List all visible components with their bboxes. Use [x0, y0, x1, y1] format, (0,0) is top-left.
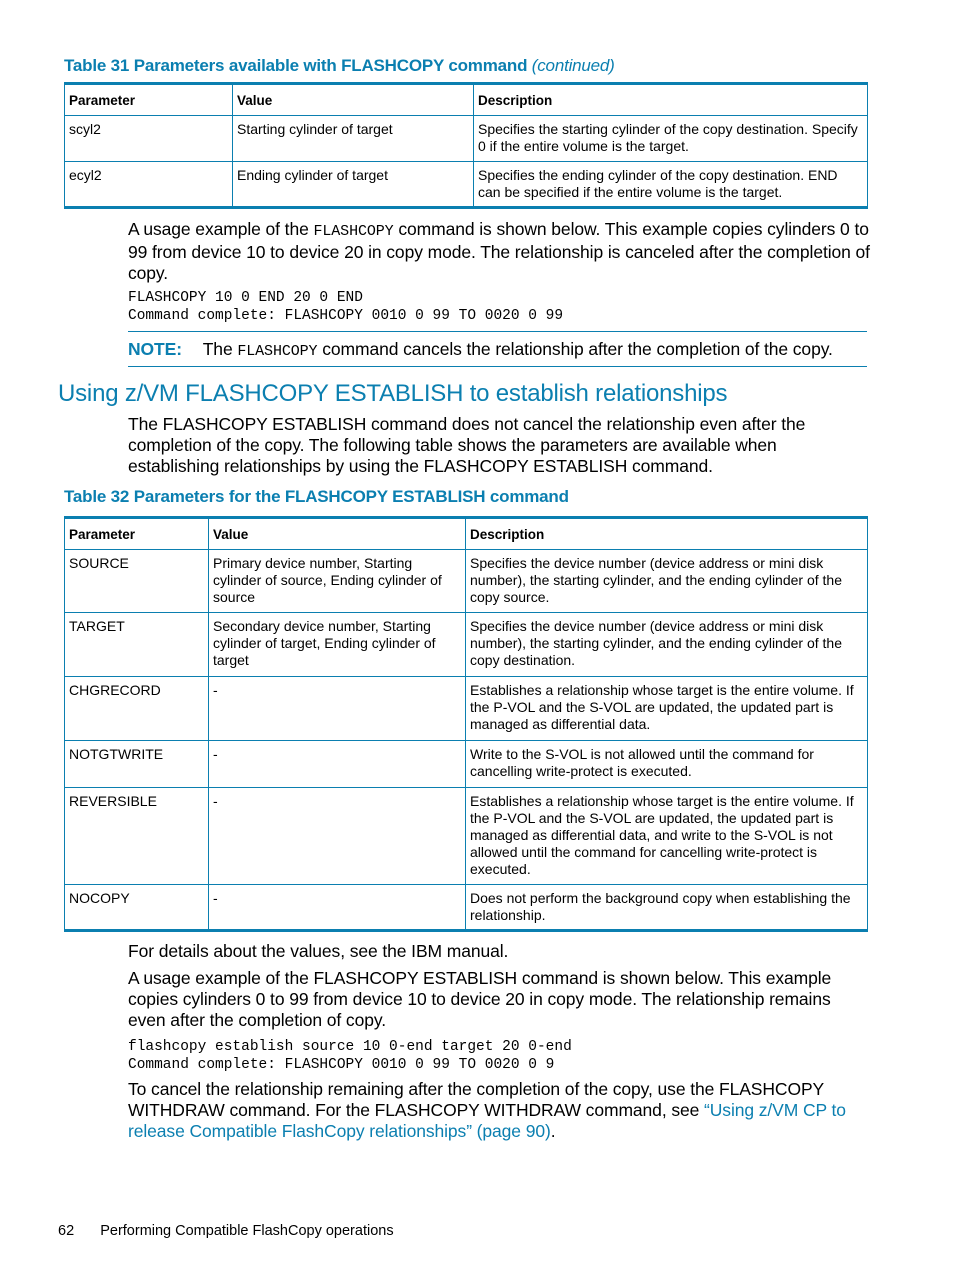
- note-top-rule: [128, 331, 867, 332]
- table-cell: Specifies the device number (device address or mini disk number), the starting cylinder, and the ending cylinder of the copy source.: [466, 550, 868, 613]
- table-cell: NOCOPY: [65, 885, 209, 931]
- table-cell: Specifies the starting cylinder of the copy destination. Specify 0 if the entire volume is the target.: [474, 116, 868, 162]
- table-row: [65, 885, 868, 931]
- ibm-manual-paragraph: For details about the values, see the IBM manual.: [128, 941, 509, 961]
- table-31: [64, 82, 868, 209]
- table-cell: SOURCE: [65, 550, 209, 613]
- column-header: Description: [466, 518, 868, 550]
- table-31-caption: Table 31 Parameters available with FLASHCOPY command (continued): [64, 56, 615, 75]
- note: NOTE: The FLASHCOPY command cancels the relationship after the completion of the copy.: [128, 339, 833, 360]
- table-cell: Primary device number, Starting cylinder of source, Ending cylinder of source: [209, 550, 466, 613]
- table-cell: Secondary device number, Starting cylinder of target, Ending cylinder of target: [209, 613, 466, 677]
- column-header: Parameter: [65, 518, 209, 550]
- table-cell: -: [209, 885, 466, 931]
- table-cell: TARGET: [65, 613, 209, 677]
- table-cell: scyl2: [65, 116, 233, 162]
- column-header: Parameter: [65, 84, 233, 116]
- column-header: Value: [233, 84, 474, 116]
- page-footer: [58, 1223, 394, 1239]
- table-cell: REVERSIBLE: [65, 788, 209, 885]
- table-cell: Write to the S-VOL is not allowed until the command for cancelling write-protect is executed.: [466, 741, 868, 788]
- code-example-2: flashcopy establish source 10 0-end target 20 0-end Command complete: FLASHCOPY 0010 0 99 TO 0020 0 9: [128, 1039, 572, 1073]
- table-cell: -: [209, 677, 466, 741]
- table-header-row: [65, 84, 868, 116]
- table-cell: CHGRECORD: [65, 677, 209, 741]
- table-cell: Specifies the ending cylinder of the copy destination. END can be specified if the entire volume is the target.: [474, 162, 868, 208]
- table-row: [65, 788, 868, 885]
- establish-example-paragraph: A usage example of the FLASHCOPY ESTABLISH command is shown below. This example copies cylinders 0 to 99 from device 10 to device 20 in copy mode. The relationship remains even after the completion of copy.: [128, 968, 832, 1030]
- table-row: [65, 116, 868, 162]
- table-cell: -: [209, 788, 466, 885]
- code-example-1: FLASHCOPY 10 0 END 20 0 END Command complete: FLASHCOPY 0010 0 99 TO 0020 0 99: [128, 290, 564, 324]
- table-cell: -: [209, 741, 466, 788]
- page-number: 62: [58, 1223, 75, 1239]
- cross-reference-link[interactable]: “Using z/VM CP to release Compatible FlashCopy relationships” (page 90): [128, 1100, 846, 1141]
- table-row: [65, 741, 868, 788]
- column-header: Value: [209, 518, 466, 550]
- table-row: [65, 677, 868, 741]
- table-row: [65, 613, 868, 677]
- table-cell: Establishes a relationship whose target is the entire volume. If the P-VOL and the S-VOL are updated, the updated part is managed as differential data, and write to the S-VOL is not allowed until the command for cancelling write-protect is executed.: [466, 788, 868, 885]
- table-cell: Specifies the device number (device address or mini disk number), the starting cylinder, and the ending cylinder of the copy destination.: [466, 613, 868, 677]
- table-cell: Starting cylinder of target: [233, 116, 474, 162]
- table-cell: Does not perform the background copy when establishing the relationship.: [466, 885, 868, 931]
- table-row: [65, 162, 868, 208]
- establish-intro-paragraph: The FLASHCOPY ESTABLISH command does not cancel the relationship even after the completion of the copy. The following table shows the parameters are available when establishing relationships by using the FLASHCOPY ESTABLISH command.: [128, 414, 806, 476]
- column-header: Description: [474, 84, 868, 116]
- usage-example-paragraph: A usage example of the FLASHCOPY command is shown below. This example copies cylinders 0 to 99 from device 10 to device 20 in copy mode. The relationship is canceled after the completion of copy.: [128, 219, 870, 283]
- table-32-caption: Table 32 Parameters for the FLASHCOPY ESTABLISH command: [64, 487, 569, 506]
- table-cell: ecyl2: [65, 162, 233, 208]
- table-32: [64, 516, 868, 932]
- table-cell: NOTGTWRITE: [65, 741, 209, 788]
- footer-title: Performing Compatible FlashCopy operations: [100, 1223, 394, 1239]
- table-header-row: [65, 518, 868, 550]
- table-cell: Establishes a relationship whose target is the entire volume. If the P-VOL and the S-VOL are updated, the updated part is managed as differential data.: [466, 677, 868, 741]
- note-bottom-rule: [128, 366, 867, 367]
- table-row: [65, 550, 868, 613]
- note-label: NOTE:: [128, 339, 182, 359]
- withdraw-paragraph: To cancel the relationship remaining after the completion of the copy, use the FLASHCOPY WITHDRAW command. For the FLASHCOPY WITHDRAW command, see “Using z/VM CP to release Compatible FlashCopy relationships” (page 90).: [128, 1079, 846, 1141]
- table-cell: Ending cylinder of target: [233, 162, 474, 208]
- section-heading: Using z/VM FLASHCOPY ESTABLISH to establish relationships: [58, 380, 728, 407]
